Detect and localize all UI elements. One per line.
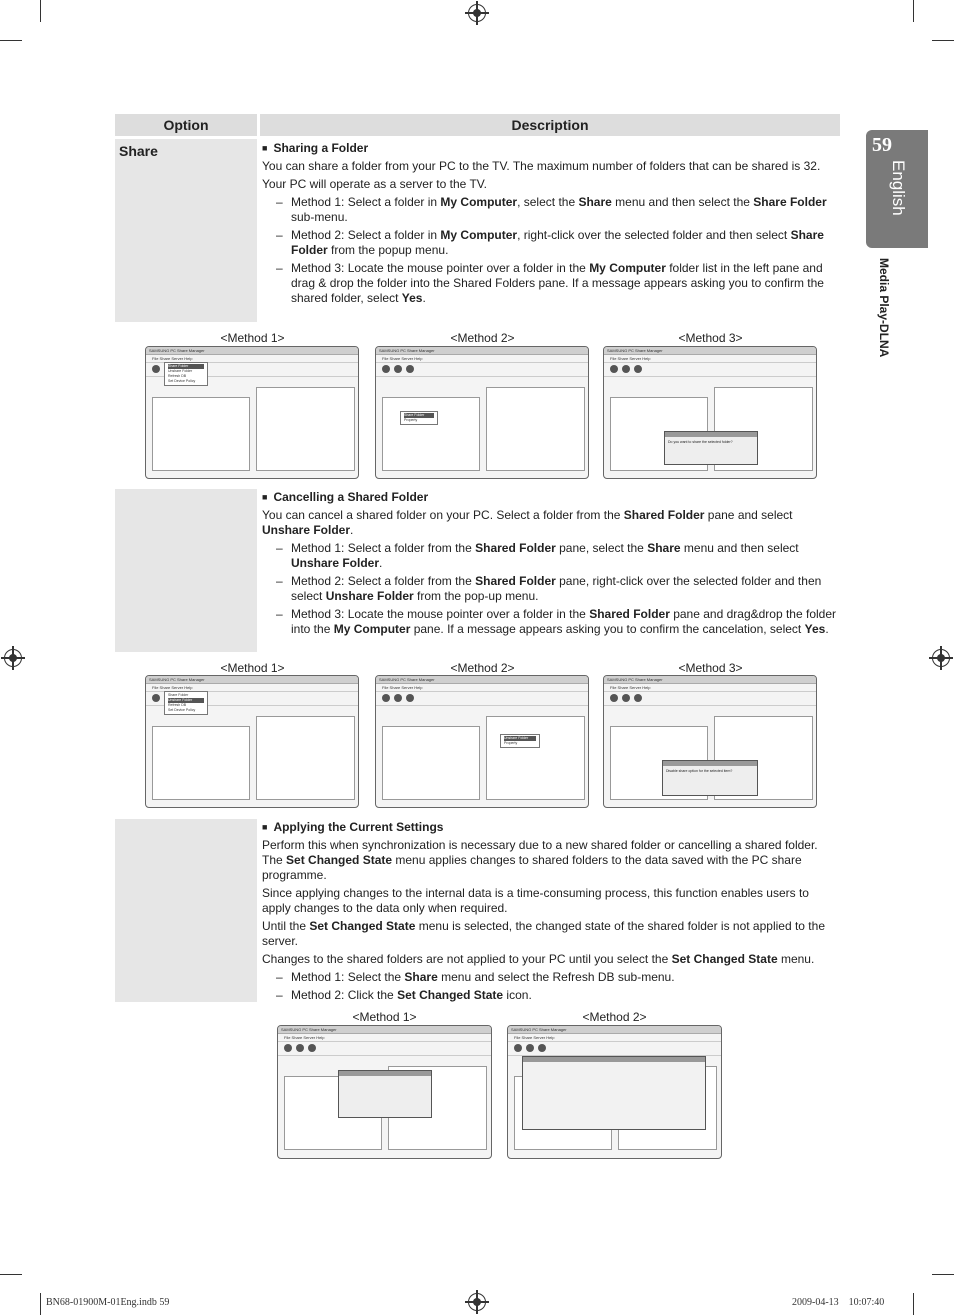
registration-mark-icon — [932, 649, 950, 667]
footer-date: 2009-04-13 10:07:40 — [792, 1297, 885, 1308]
share-method2: – Method 2: Select a folder in My Computer, right-click over the selected folder and then select Share Folder from the popup menu. — [262, 228, 840, 258]
crop-mark — [932, 40, 954, 41]
cancel-method2: – Method 2: Select a folder from the Shared Folder pane, right-click over the selected folder and then select Unshare Folder from the pop-up menu. — [262, 574, 840, 604]
option-cell-share — [115, 139, 257, 322]
screenshot-share-method1: SAMSUNG PC Share Manager File Share Server Help Share Folder Unshare Folder Refresh DB Set Device Policy — [145, 346, 359, 479]
apply-para2: Since applying changes to the internal data is a time-consuming process, this function enables users to apply changes to the data only when required. — [262, 886, 809, 915]
caption-method3: <Method 3> — [678, 331, 743, 345]
apply-para3: Until the Set Changed State menu is selected, the changed state of the shared folder is not applied to the server. — [262, 919, 825, 948]
screenshot-share-method3: SAMSUNG PC Share Manager File Share Server Help Do you want to share the selected folder? — [603, 346, 817, 479]
registration-mark-icon — [468, 1293, 486, 1311]
crop-mark — [913, 0, 914, 22]
crop-mark — [913, 1293, 914, 1315]
apply-heading: ■ Applying the Current Settings — [262, 820, 840, 835]
cancel-para1: You can cancel a shared folder on your PC. Select a folder from the Shared Folder pane and select Unshare Folder. — [262, 508, 793, 537]
option-share-label: Share — [119, 143, 158, 159]
caption-method3: <Method 3> — [678, 661, 743, 675]
page-number: 59 — [872, 134, 892, 156]
share-method3: – Method 3: Locate the mouse pointer over a folder in the My Computer folder list in the left pane and drag & drop the folder into the Shared Folders pane. If a message appears asking you to confirm the shared folder, select Yes. — [262, 261, 840, 306]
caption-method2: <Method 2> — [450, 331, 515, 345]
crop-mark — [0, 1274, 22, 1275]
caption-method2: <Method 2> — [582, 1010, 647, 1024]
registration-mark-icon — [4, 649, 22, 667]
share-para2: Your PC will operate as a server to the TV. — [262, 177, 488, 191]
crop-mark — [40, 1293, 41, 1315]
language-label: English — [889, 160, 908, 216]
apply-method2: – Method 2: Click the Set Changed State icon. — [262, 988, 840, 1003]
registration-mark-icon — [468, 4, 486, 22]
option-cell-apply — [115, 819, 257, 1002]
apply-method1: – Method 1: Select the Share menu and select the Refresh DB sub-menu. — [262, 970, 840, 985]
screenshot-apply-method1: SAMSUNG PC Share Manager File Share Server Help — [277, 1025, 492, 1159]
screenshot-apply-method2: SAMSUNG PC Share Manager File Share Server Help — [507, 1025, 722, 1159]
option-cell-cancel — [115, 489, 257, 652]
share-description — [262, 141, 840, 309]
share-para1: You can share a folder from your PC to the TV. The maximum number of folders that can be shared is 32. — [262, 159, 821, 173]
cancel-method1: – Method 1: Select a folder from the Shared Folder pane, select the Share menu and then select Unshare Folder. — [262, 541, 840, 571]
apply-para4: Changes to the shared folders are not applied to your PC until you select the Set Changed State menu. — [262, 952, 815, 966]
screenshot-cancel-method3: SAMSUNG PC Share Manager File Share Server Help Disable share option for the selected item? — [603, 675, 817, 808]
section-label: Media Play-DLNA — [877, 258, 891, 358]
cancel-method3: – Method 3: Locate the mouse pointer over a folder in the Shared Folder pane and drag&drop the folder into the My Computer pane. If a message appears asking you to confirm the cancelation, select Yes. — [262, 607, 840, 637]
caption-method2: <Method 2> — [450, 661, 515, 675]
option-header: Option — [115, 114, 257, 136]
apply-description — [262, 820, 840, 1006]
caption-method1: <Method 1> — [220, 331, 285, 345]
crop-mark — [40, 0, 41, 22]
cancel-heading: ■ Cancelling a Shared Folder — [262, 490, 840, 505]
share-heading: ■ Sharing a Folder — [262, 141, 840, 156]
crop-mark — [932, 1274, 954, 1275]
screenshot-share-method2: SAMSUNG PC Share Manager File Share Server Help Share Folder Property — [375, 346, 589, 479]
share-method1: – Method 1: Select a folder in My Computer, select the Share menu and then select the Share Folder sub-menu. — [262, 195, 840, 225]
screenshot-cancel-method2: SAMSUNG PC Share Manager File Share Server Help Unshare Folder Property — [375, 675, 589, 808]
apply-para1: Perform this when synchronization is necessary due to a new shared folder or cancelling a shared folder. The Set Changed State menu applies changes to shared folders to the data saved with the PC share programme. — [262, 838, 818, 882]
screenshot-cancel-method1: SAMSUNG PC Share Manager File Share Server Help Share Folder Unshare Folder Refresh DB Set Device Policy — [145, 675, 359, 808]
caption-method1: <Method 1> — [352, 1010, 417, 1024]
crop-mark — [0, 40, 22, 41]
caption-method1: <Method 1> — [220, 661, 285, 675]
description-header: Description — [260, 114, 840, 136]
cancel-description — [262, 490, 840, 640]
footer-file: BN68-01900M-01Eng.indb 59 — [46, 1297, 170, 1308]
